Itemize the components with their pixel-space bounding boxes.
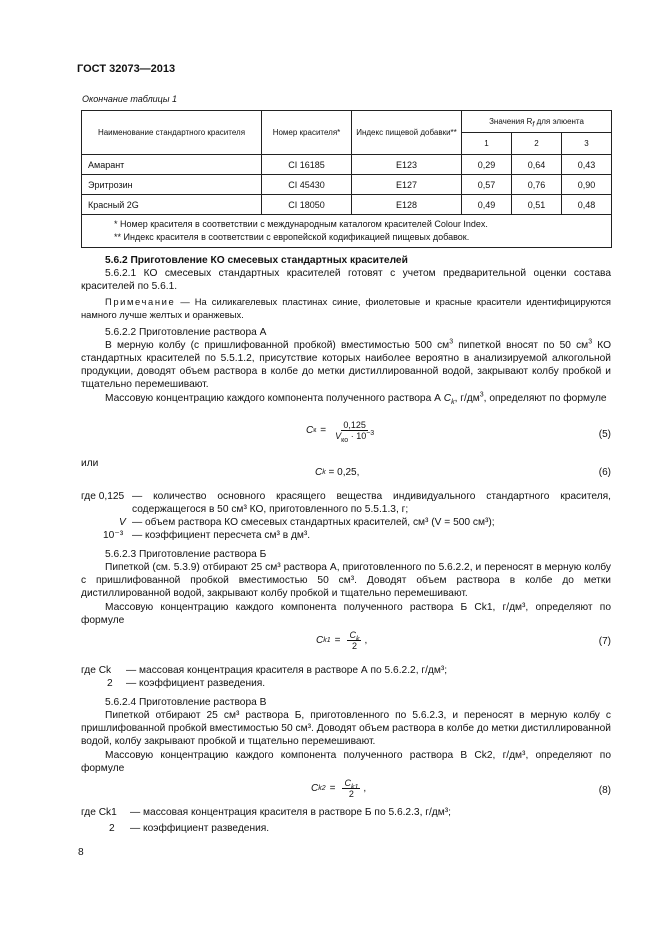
formula-7: C k1 = $\frac{C_k}{2}$ , bbox=[316, 630, 368, 651]
rf-label: Значения R bbox=[489, 117, 533, 126]
dye-name: Эритрозин bbox=[82, 175, 262, 195]
text-run: В мерную колбу (с пришлифованной пробкой) вместимостью 500 см bbox=[105, 340, 450, 351]
page-number: 8 bbox=[78, 847, 84, 858]
rf-value-2: 0,51 bbox=[512, 195, 562, 215]
where-definition: — массовая концентрация красителя в растворе Б по 5.6.2.3, г/дм³; bbox=[130, 807, 451, 818]
where-definition: — коэффициент разведения. bbox=[130, 823, 270, 834]
where-term: 2 bbox=[107, 678, 113, 689]
equation-number-6: (6) bbox=[598, 467, 611, 478]
equation-number-5: (5) bbox=[598, 429, 611, 440]
where-term: где Ck1 bbox=[81, 807, 117, 818]
note-label: Примечание bbox=[105, 296, 176, 307]
table-row bbox=[82, 155, 612, 175]
additive-index: E127 bbox=[352, 175, 462, 195]
table-note-2: ** Индекс красителя в соответствии с европейской кодификацией пищевых добавок. bbox=[114, 232, 470, 242]
rf-value-3: 0,48 bbox=[562, 195, 612, 215]
paragraph-5-6-2-3-2: Массовую концентрацию каждого компонента полученного раствора Б Ck1, г/дм³, определяют по формуле bbox=[81, 602, 611, 626]
section-title-5-6-2-3: 5.6.2.3 Приготовление раствора Б bbox=[105, 549, 267, 560]
where-term: 10⁻³ bbox=[103, 530, 124, 541]
document-code: ГОСТ 32073—2013 bbox=[77, 63, 176, 75]
dye-number: CI 16185 bbox=[262, 155, 352, 175]
formula-5: C к = $\frac{0,125}{V_{ко} \cdot 10^{-3}}$ bbox=[306, 420, 375, 444]
where-definition: — коэффициент разведения. bbox=[126, 678, 266, 689]
paragraph-5-6-2-2-1: В мерную колбу (с пришлифованной пробкой) вместимостью 500 $см^3$ пипеткой вносят по 50 $см^3$ КО стандартных красителей по 5.5.1.2, присутствие которых наиболее вероятно в анализируемой алкогольной продукции, доводят объем раствора в колбе до метки дистиллированной водой, закрывают колбу пробкой и тщательно перемешивают. bbox=[81, 338, 612, 390]
additive-index: E123 bbox=[352, 155, 462, 175]
rf-value-3: 0,43 bbox=[562, 155, 612, 175]
additive-index: E128 bbox=[352, 195, 462, 215]
formula-8: C k2 = $\frac{C_{k1}}{2}$ , bbox=[311, 778, 367, 799]
formula-symbol: C bbox=[306, 425, 314, 436]
where-definition: — массовая концентрация красителя в растворе А по 5.6.2.2, г/дм³; bbox=[126, 665, 448, 676]
rf-value-3: 0,90 bbox=[562, 175, 612, 195]
formula-symbol: V bbox=[335, 431, 342, 441]
table-note-1: * Номер красителя в соответствии с международным каталогом красителей Colour Index. bbox=[114, 219, 488, 229]
rf-value-1: 0,57 bbox=[462, 175, 512, 195]
rf-value-2: 0,76 bbox=[512, 175, 562, 195]
col-header-eluent-3: 3 bbox=[562, 133, 612, 155]
where-definition: — объем раствора КО смесевых стандартных красителей, см³ (V = 500 см³); bbox=[132, 517, 495, 528]
dye-name: Амарант bbox=[82, 155, 262, 175]
formula-6: C k = 0,25, bbox=[315, 467, 360, 478]
section-title-5-6-2-4: 5.6.2.4 Приготовление раствора В bbox=[105, 697, 267, 708]
equation-number-8: (8) bbox=[598, 785, 611, 796]
col-header-name: Наименование стандартного красителя bbox=[82, 111, 262, 155]
note-paragraph bbox=[81, 295, 611, 321]
where-term: где 0,125 bbox=[81, 491, 125, 502]
table-row bbox=[82, 175, 612, 195]
paragraph-5-6-2-4-2: Массовую концентрацию каждого компонента полученного раствора В Ck2, г/дм³, определяют по формуле bbox=[81, 750, 611, 774]
rf-value-1: 0,29 bbox=[462, 155, 512, 175]
table-notes bbox=[82, 215, 612, 248]
where-term: 2 bbox=[109, 823, 115, 834]
text-run: пипеткой вносят по 50 см bbox=[453, 340, 589, 351]
equation-number-7: (7) bbox=[598, 636, 611, 647]
formula-text: = 0,25, bbox=[328, 467, 360, 478]
rf-tail: для элюента bbox=[534, 117, 584, 126]
note-text: — На силикагелевых пластинах синие, фиолетовые и красные красители идентифицируются намного лучше желтых и оранжевых. bbox=[81, 296, 611, 320]
rf-sub: f bbox=[532, 121, 535, 129]
text-run: , определяют по формуле bbox=[483, 393, 607, 404]
formula-text: · 10 bbox=[348, 431, 367, 441]
where-term: где Ck bbox=[81, 665, 112, 676]
where-term: V bbox=[119, 517, 126, 528]
formula-exponent: −3 bbox=[366, 430, 375, 437]
col-header-rf bbox=[462, 111, 612, 133]
dye-number: CI 45430 bbox=[262, 175, 352, 195]
text-run: КО стандартных красителей по 5.5.1.2, присутствие которых наиболее вероятно в анализируемой алкогольной продукции, доводят объем раствора в колбе до метки дистиллированной водой, закрывают колбу пробкой и тщательно перемешивают. bbox=[81, 340, 612, 390]
paragraph-5-6-2-4-1: Пипеткой отбирают 25 см³ раствора Б, приготовленного по 5.6.2.3, и переносят в мерную колбу с пришлифованной пробкой вместимостью 50 см³. Доводят объем раствора в колбе до метки дистиллированной водой, колбу закрывают пробкой и тщательно перемешивают. bbox=[81, 710, 611, 747]
col-header-eluent-2: 2 bbox=[512, 133, 562, 155]
paragraph-5-6-2-1: 5.6.2.1 КО смесевых стандартных красителей готовят с учетом предварительной оценки состава красителей по 5.6.1. bbox=[81, 268, 611, 292]
paragraph-5-6-2-3-1: Пипеткой (см. 5.3.9) отбирают 25 см³ раствора А, приготовленного по 5.6.2.2, и переносят в мерную колбу с пришлифованной пробкой вместимостью 50 см³. Доводят объем раствора в колбе до метки дистиллированной водой, закрывают колбу пробкой и тщательно перемешивают. bbox=[81, 562, 611, 599]
formula-numerator: 0,125 bbox=[343, 420, 366, 430]
rf-value-1: 0,49 bbox=[462, 195, 512, 215]
table-row bbox=[82, 195, 612, 215]
text-run: Массовую концентрацию каждого компонента полученного раствора А bbox=[105, 393, 444, 404]
col-header-number: Номер красителя* bbox=[262, 111, 352, 155]
rf-value-2: 0,64 bbox=[512, 155, 562, 175]
formula-subscript: ко bbox=[341, 436, 349, 444]
section-title-5-6-2-2: 5.6.2.2 Приготовление раствора А bbox=[105, 327, 267, 338]
section-title-5-6-2: 5.6.2 Приготовление КО смесевых стандартных красителей bbox=[105, 255, 408, 266]
table-caption: Окончание таблицы 1 bbox=[82, 94, 177, 104]
dye-table bbox=[81, 110, 612, 248]
where-definition: — коэффициент пересчета см³ в дм³. bbox=[132, 530, 311, 541]
dye-name: Красный 2G bbox=[82, 195, 262, 215]
col-header-index: Индекс пищевой добавки** bbox=[352, 111, 462, 155]
paragraph-5-6-2-2-2: Массовую концентрацию каждого компонента полученного раствора А $C_k$, $г/дм^3$, определяют по формуле bbox=[105, 391, 607, 407]
or-text: или bbox=[81, 458, 99, 469]
col-header-eluent-1: 1 bbox=[462, 133, 512, 155]
text-run: , г/дм bbox=[454, 393, 480, 404]
dye-number: CI 18050 bbox=[262, 195, 352, 215]
where-definition: — количество основного красящего вещества индивидуального стандартного красителя, содержащегося в 50 см³ КО, приготовленного по 5.5.1.3, г; bbox=[132, 491, 611, 515]
